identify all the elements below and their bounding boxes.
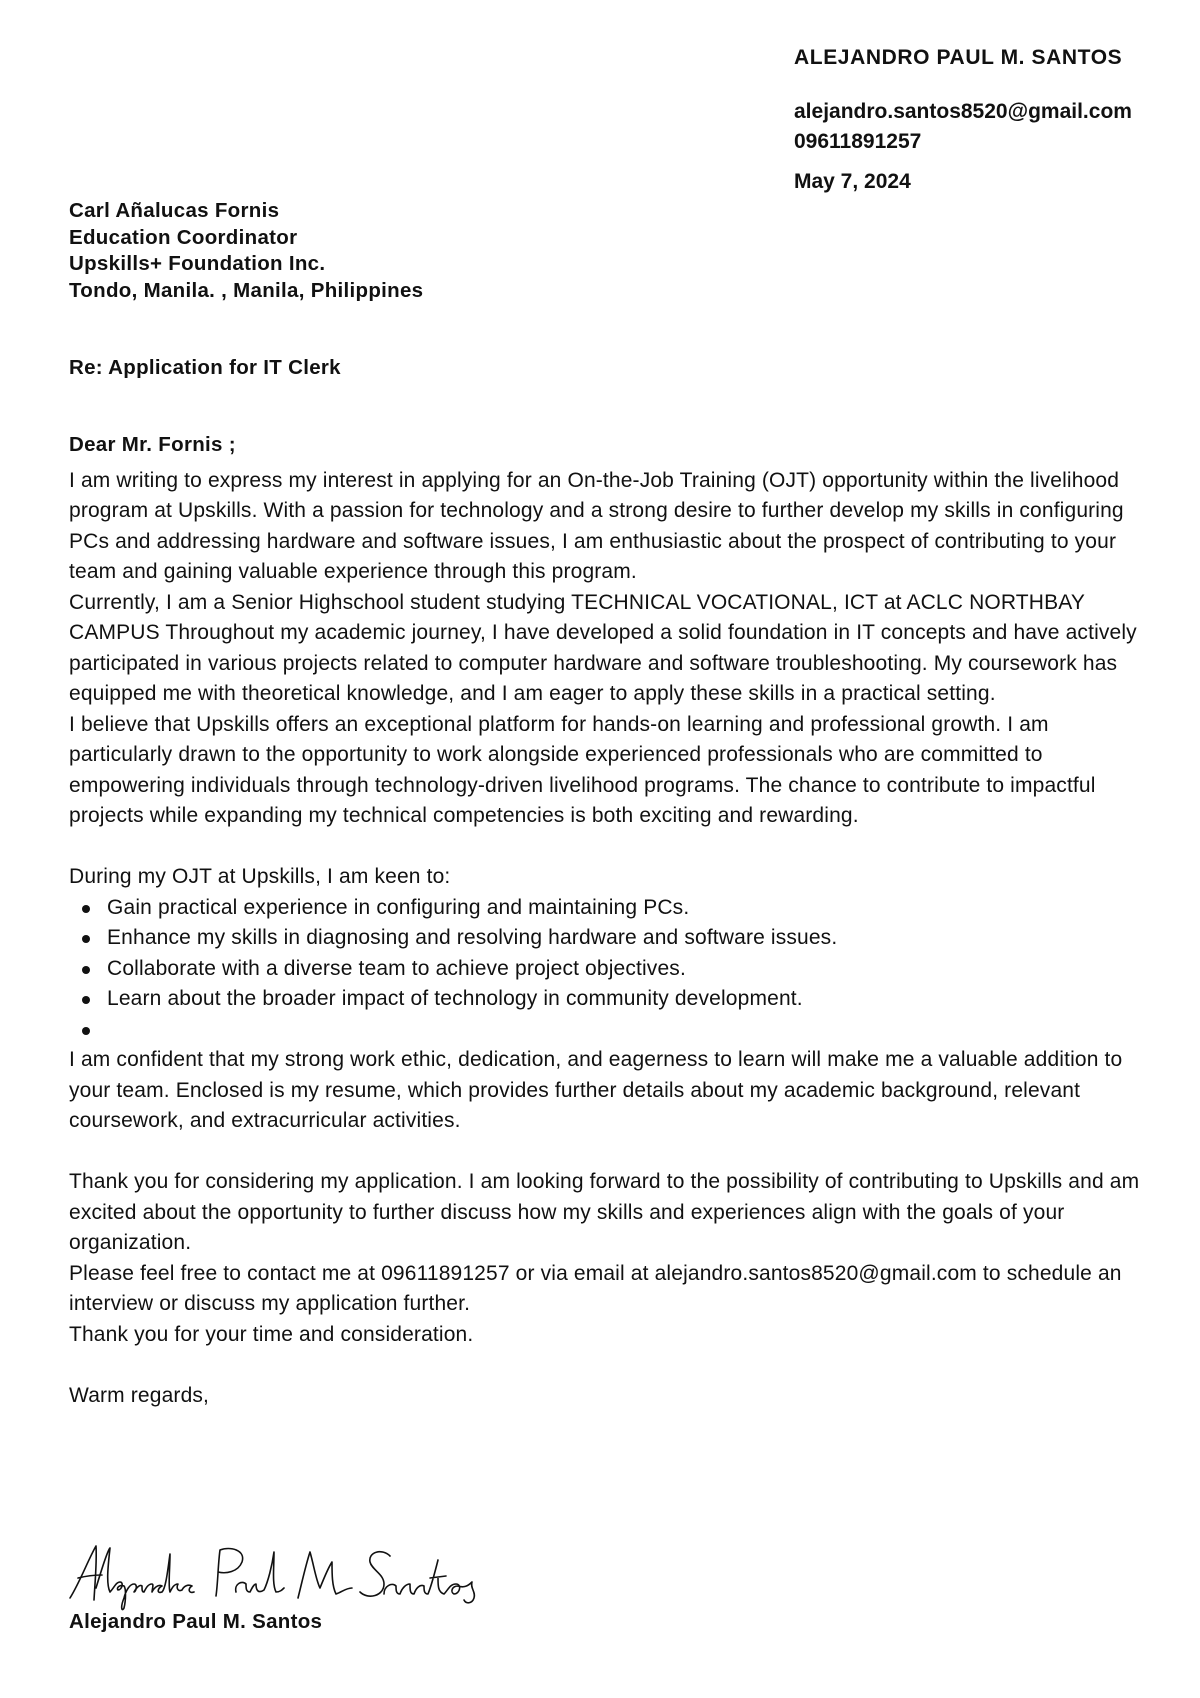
spacer — [69, 1137, 1149, 1168]
goals-list — [69, 893, 1149, 1046]
spacer — [69, 832, 1149, 863]
salutation: Dear Mr. Fornis ; — [69, 433, 236, 456]
subject-line: Re: Application for IT Clerk — [69, 356, 341, 379]
sender-name: ALEJANDRO PAUL M. SANTOS — [794, 46, 1123, 69]
list-item: Gain practical experience in configuring and maintaining PCs. — [69, 893, 1149, 924]
paragraph-motivation: I believe that Upskills offers an exceptional platform for hands-on learning and professional growth. I am particularly drawn to the opportunity to work alongside experienced professionals who are committed to empowering individuals through technology-driven livelihood programs. The chance to contribute to impactful projects while expanding my technical competencies is both exciting and rewarding. — [69, 712, 1096, 827]
letter-date: May 7, 2024 — [794, 170, 911, 193]
recipient-address: Tondo, Manila. , Manila, Philippines — [69, 278, 424, 302]
paragraph-intro: I am writing to express my interest in applying for an On-the-Job Training (OJT) opportunity within the livelihood program at Upskills. With a passion for technology and a strong desire to further develop my skills in configuring PCs and addressing hardware and software issues, I am enthusiastic about the prospect of contributing to your team and gaining valuable experience through this program. — [69, 468, 1124, 583]
signer-name: Alejandro Paul M. Santos — [69, 1610, 323, 1633]
list-intro: During my OJT at Upskills, I am keen to: — [69, 865, 451, 888]
paragraph-contact: Please feel free to contact me at 09611891257 or via email at alejandro.santos8520@gmail.com to schedule an interview or discuss my application further. — [69, 1261, 1122, 1315]
letter-body — [69, 430, 1149, 1411]
list-item: Learn about the broader impact of technology in community development. — [69, 984, 1149, 1015]
list-item — [69, 1015, 1149, 1046]
paragraph-confidence: I am confident that my strong work ethic, dedication, and eagerness to learn will make me a valuable addition to your team. Enclosed is my resume, which provides further details about my academic background, relevant coursework, and extracurricular activities. — [69, 1048, 1123, 1132]
handwritten-signature — [66, 1538, 496, 1613]
sender-email: alejandro.santos8520@gmail.com — [794, 100, 1132, 123]
recipient-block — [69, 198, 769, 304]
sender-block — [794, 44, 1194, 197]
sender-phone: 09611891257 — [794, 130, 922, 153]
recipient-organization: Upskills+ Foundation Inc. — [69, 252, 326, 275]
spacer — [69, 1350, 1149, 1381]
list-item: Enhance my skills in diagnosing and resolving hardware and software issues. — [69, 923, 1149, 954]
paragraph-final-thanks: Thank you for your time and consideration. — [69, 1322, 474, 1346]
paragraph-thanks: Thank you for considering my application. I am looking forward to the possibility of contributing to Upskills and am excited about the opportunity to further discuss how my skills and experiences align with the goals of your organization. — [69, 1170, 1140, 1254]
recipient-name: Carl Añalucas Fornis — [69, 199, 280, 222]
list-item: Collaborate with a diverse team to achieve project objectives. — [69, 954, 1149, 985]
recipient-title: Education Coordinator — [69, 225, 298, 249]
paragraph-background: Currently, I am a Senior Highschool student studying TECHNICAL VOCATIONAL, ICT at ACLC NORTHBAY CAMPUS Throughout my academic journey, I have developed a solid foundation in IT concepts and have actively participated in various projects related to computer hardware and software troubleshooting. My coursework has equipped me with theoretical knowledge, and I am eager to apply these skills in a practical setting. — [69, 590, 1137, 705]
closing: Warm regards, — [69, 1383, 210, 1407]
